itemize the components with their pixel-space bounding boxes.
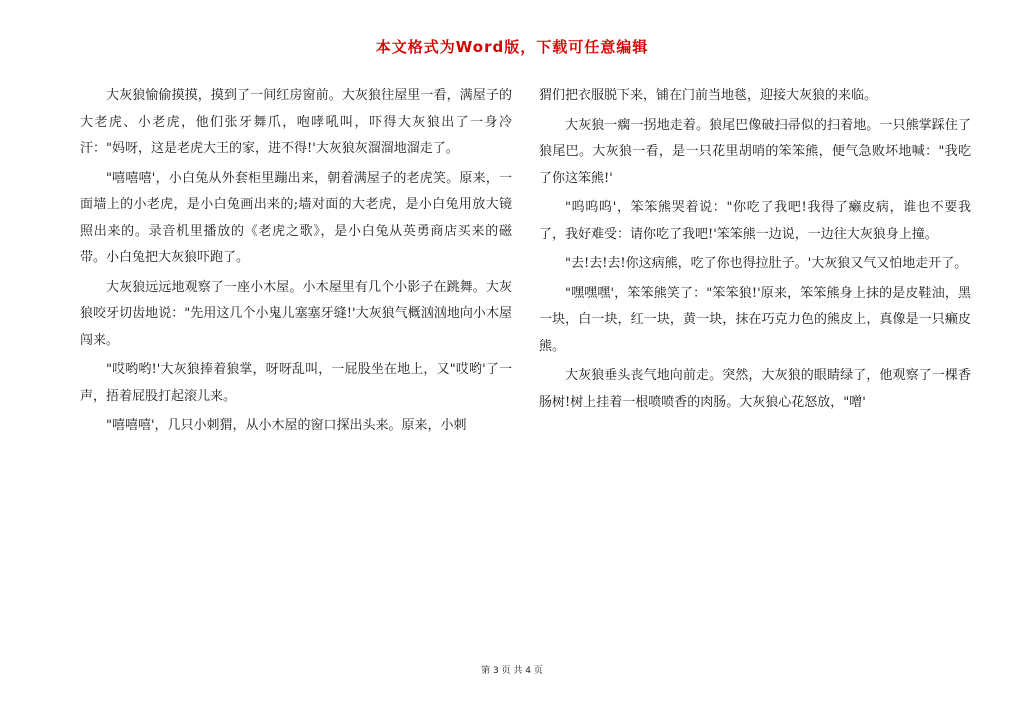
paragraph: 大灰狼一瘸一拐地走着。狼尾巴像破扫帚似的扫着地。一只熊掌踩住了狼尾巴。大灰狼一看，是一只花里胡哨的笨笨熊，便气急败坏地喊："我吃了你这笨熊!' — [539, 117, 971, 186]
paragraph: 大灰狼远远地观察了一座小木屋。小木屋里有几个小影子在跳舞。大灰狼咬牙切齿地说："先用这几个小鬼儿塞塞牙缝!'大灰狼气概汹汹地向小木屋闯来。 — [80, 279, 512, 348]
paragraph: "嘿嘿嘿'，笨笨熊笑了："笨笨狼!'原来，笨笨熊身上抹的是皮鞋油，黑一块，白一块，红一块，黄一块，抹在巧克力色的熊皮上，真像是一只癞皮熊。 — [539, 285, 971, 354]
right-text-column — [539, 83, 971, 419]
paragraph: "呜呜呜'，笨笨熊哭着说："你吃了我吧!我得了癞皮病，谁也不要我了，我好难受：请你吃了我吧!'笨笨熊一边说，一边往大灰狼身上撞。 — [539, 200, 971, 242]
paragraph: "哎哟哟!'大灰狼捧着狼掌，呀呀乱叫，一屁股坐在地上，又"哎哟'了一声，捂着屁股打起滚儿来。 — [80, 362, 512, 404]
paragraph: "嘻嘻嘻'，几只小刺猬，从小木屋的窗口探出头来。原来，小刺 — [106, 418, 467, 433]
paragraph: "嘻嘻嘻'，小白兔从外套柜里蹦出来，朝着满屋子的老虎笑。原来，一面墙上的小老虎，是小白兔画出来的;墙对面的大老虎，是小白兔用放大镜照出来的。录音机里播放的《老虎之歌》，是小白兔从英勇商店买来的磁带。小白兔把大灰狼吓跑了。 — [80, 170, 512, 265]
paragraph: 大灰狼愉偷摸摸，摸到了一间红房窗前。大灰狼往屋里一看，满屋子的大老虎、小老虎，他们张牙舞爪，咆哮吼叫，吓得大灰狼出了一身冷汗："妈呀，这是老虎大王的家，进不得!'大灰狼灰溜溜地溜走了。 — [80, 88, 512, 156]
left-text-column — [80, 83, 512, 443]
document-header-title: 本文格式为Word版，下载可任意编辑 — [375, 38, 649, 56]
page-number-footer: 第 3 页 共 4 页 — [481, 666, 543, 676]
paragraph: 大灰狼垂头丧气地向前走。突然，大灰狼的眼睛绿了，他观察了一棵香肠树!树上挂着一根喷喷香的肉肠。大灰狼心花怒放，"噌' — [539, 368, 971, 410]
paragraph-continued: 猬们把衣服脱下来，铺在门前当地毯，迎接大灰狼的来临。 — [539, 88, 878, 103]
paragraph: "去!去!去!你这病熊，吃了你也得拉肚子。'大灰狼又气又怕地走开了。 — [565, 256, 968, 271]
